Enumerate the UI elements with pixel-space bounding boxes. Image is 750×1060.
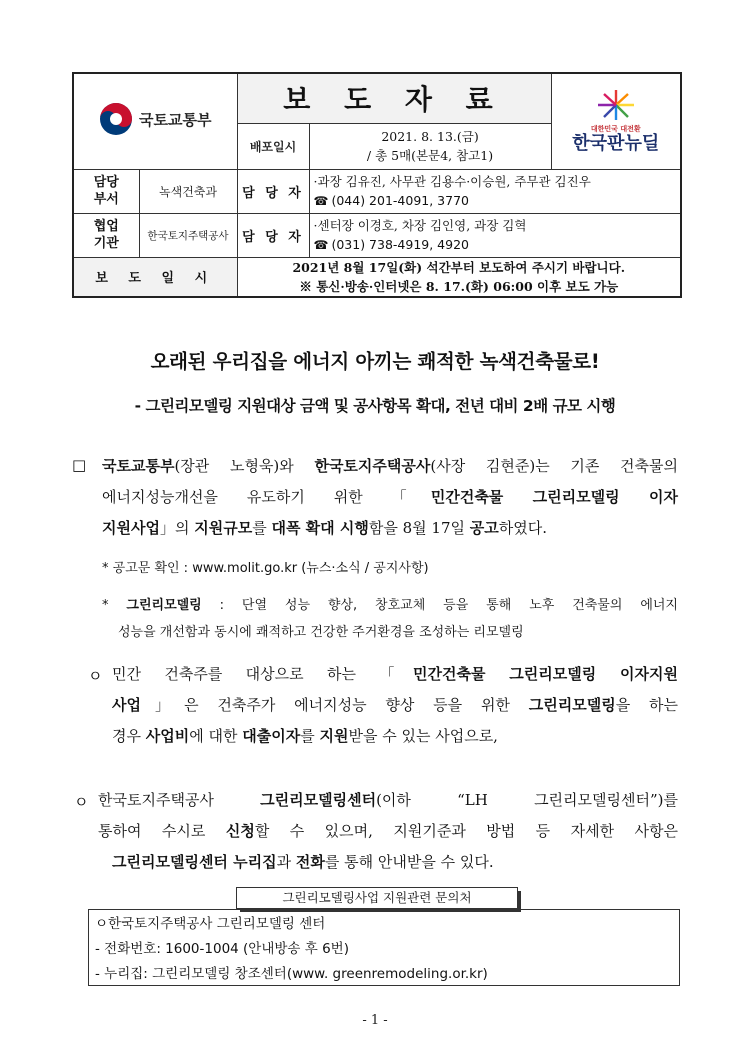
ministry-emblem-icon: [99, 102, 133, 136]
text-green-remodeling: 그린리모델링: [126, 598, 202, 613]
paragraph-1: [102, 451, 678, 544]
text-span: 받을 수 있는 사업으로,: [348, 727, 498, 745]
dept-label-line1: 담당: [93, 175, 119, 190]
text-program-name-end: 지원사업: [102, 519, 160, 537]
distribution-label: 배포일시: [237, 123, 309, 169]
text-program-name: 민간건축물 그린리모델링 이자: [430, 488, 678, 506]
text-interest: 대출이자: [242, 727, 301, 745]
paragraph-1-line-2: [102, 482, 678, 513]
newdeal-logo: [572, 88, 659, 154]
partner-phone: (031) 738-4919, 4920: [331, 236, 469, 252]
paragraph-3-line-1: [98, 785, 678, 816]
text-span: 를: [252, 519, 272, 537]
contact-box: [88, 909, 680, 986]
partner-name: 한국토지주택공사: [139, 213, 237, 257]
distribution-info: [309, 123, 551, 169]
contact-box-phone: - 전화번호: 1600-1004 (안내방송 후 6번): [95, 941, 349, 957]
contact-box-title: 그린리모델링사업 지원관련 문의처: [236, 887, 518, 909]
text-scale: 지원규모: [194, 519, 253, 537]
dept-phone: (044) 201-4091, 3770: [331, 192, 469, 208]
document-title: 보 도 자 료: [237, 73, 551, 123]
text-span: 과: [276, 853, 296, 871]
paragraph-1-line-1: [102, 451, 678, 482]
distribution-pages: / 총 5매(본문4, 참고1): [366, 148, 494, 163]
text-span: (이하 “LH 그린리모델링센터”)를: [376, 791, 678, 809]
partner-label-line1: 협업: [93, 219, 119, 234]
text-website: 그린리모델링센터 누리집: [112, 853, 277, 871]
text-phone: 전화: [295, 853, 325, 871]
dept-contact: [309, 169, 681, 213]
release-line2: ※ 통신·방송·인터넷은 8. 17.(화) 06:00 이후 보도 가능: [299, 278, 619, 294]
circle-bullet-icon: ㅇ: [74, 793, 89, 811]
note-definition-line-2: 성능을 개선함과 동시에 쾌적하고 건강한 주거환경을 조성하는 리모델링: [118, 625, 524, 640]
text-center: 그린리모델링센터: [260, 791, 377, 809]
newdeal-subtitle: 대한민국 대전환: [590, 125, 641, 134]
newdeal-name: 한국판뉴딜: [572, 133, 660, 155]
text-apply: 신청: [225, 822, 255, 840]
note-definition-line-1: [102, 594, 678, 613]
text-span: 」의: [159, 519, 195, 537]
text-span: *: [102, 598, 127, 613]
square-bullet-icon: □: [72, 456, 87, 474]
release-label: 보 도 일 시: [73, 257, 237, 297]
text-span: 을 하는: [615, 696, 678, 714]
paragraph-3-line-2: [98, 816, 678, 847]
text-span: (장관 노형욱)와: [174, 457, 315, 475]
text-span: 에너지성능개선을 유도하기 위한 「: [102, 488, 431, 506]
newdeal-logo-cell: [551, 73, 681, 169]
paragraph-1-line-3: [102, 513, 678, 544]
text-program-name: 민간건축물 그린리모델링 이자지원: [412, 665, 678, 683]
text-span: 통하여 수시로: [98, 822, 226, 840]
dept-row-label: [73, 169, 139, 213]
text-program: 사업: [112, 696, 141, 714]
text-green-remodeling: 그린리모델링: [528, 696, 616, 714]
press-header-table: [72, 72, 682, 298]
text-lh: 한국토지주택공사: [314, 457, 431, 475]
partner-staff-label: 담 당 자: [237, 213, 309, 257]
dept-name: 녹색건축과: [139, 169, 237, 213]
staff-label: 담 당 자: [237, 169, 309, 213]
ministry-logo: [99, 102, 211, 136]
text-span: 」은 건축주가 에너지성능 향상 등을 위한: [140, 696, 529, 714]
dept-label-line2: 부서: [93, 192, 119, 207]
text-span: 를 통해 안내받을 수 있다.: [324, 853, 494, 871]
contact-box-website: - 누리집: 그린리모델링 창조센터(www. greenremodeling.or.kr): [95, 966, 488, 982]
text-molit: 국토교통부: [102, 457, 175, 475]
paragraph-2-line-3: [112, 721, 678, 752]
text-expansion: 대폭 확대 시행: [271, 519, 369, 537]
text-support: 지원: [319, 727, 349, 745]
newdeal-burst-icon: [594, 88, 638, 122]
text-span: 할 수 있으며, 지원기준과 방법 등 자세한 사항은: [254, 822, 678, 840]
text-cost: 사업비: [145, 727, 190, 745]
text-span: 경우: [112, 727, 146, 745]
text-span: 민간 건축주를 대상으로 하는 「: [112, 665, 413, 683]
text-span: 를: [300, 727, 320, 745]
partner-contact: [309, 213, 681, 257]
ministry-logo-cell: [73, 73, 237, 169]
partner-label-line2: 기관: [93, 236, 119, 251]
contact-box-org: ㅇ한국토지주택공사 그린리모델링 센터: [95, 916, 326, 932]
page-number: - 1 -: [362, 1013, 388, 1028]
paragraph-2-line-1: [112, 659, 678, 690]
note-announcement: * 공고문 확인 : www.molit.go.kr (뉴스·소식 / 공지사항): [102, 561, 429, 576]
text-span: 한국토지주택공사: [98, 791, 261, 809]
text-announce: 공고: [469, 519, 499, 537]
text-span: (사장 김현준)는 기존 건축물의: [430, 457, 678, 475]
text-span: 하였다.: [498, 519, 547, 537]
paragraph-3-line-3: [98, 847, 678, 878]
paragraph-2-line-2: [112, 690, 678, 721]
distribution-date: 2021. 8. 13.(금): [381, 129, 479, 144]
paragraph-3: [98, 785, 678, 878]
release-line1: 2021년 8월 17일(화) 석간부터 보도하여 주시기 바랍니다.: [292, 259, 626, 275]
headline: 오래된 우리집을 에너지 아끼는 쾌적한 녹색건축물로!: [150, 350, 600, 373]
phone-icon: ☎: [313, 193, 329, 208]
partner-staff: ·센터장 이경호, 차장 김인영, 과장 김혁: [313, 217, 527, 233]
phone-icon: ☎: [313, 237, 329, 252]
paragraph-2: [112, 659, 678, 752]
text-span: : 단열 성능 향상, 창호교체 등을 통해 노후 건축물의 에너지: [201, 598, 678, 613]
release-info: [237, 257, 681, 297]
subheadline: - 그린리모델링 지원대상 금액 및 공사항목 확대, 전년 대비 2배 규모 시행: [134, 397, 616, 415]
circle-bullet-icon: ㅇ: [88, 667, 103, 685]
text-span: 에 대한: [189, 727, 243, 745]
dept-staff: ·과장 김유진, 사무관 김용수·이승원, 주무관 김진우: [313, 173, 591, 189]
text-span: 함을 8월 17일: [368, 519, 470, 537]
partner-row-label: [73, 213, 139, 257]
ministry-name: 국토교통부: [139, 110, 212, 129]
